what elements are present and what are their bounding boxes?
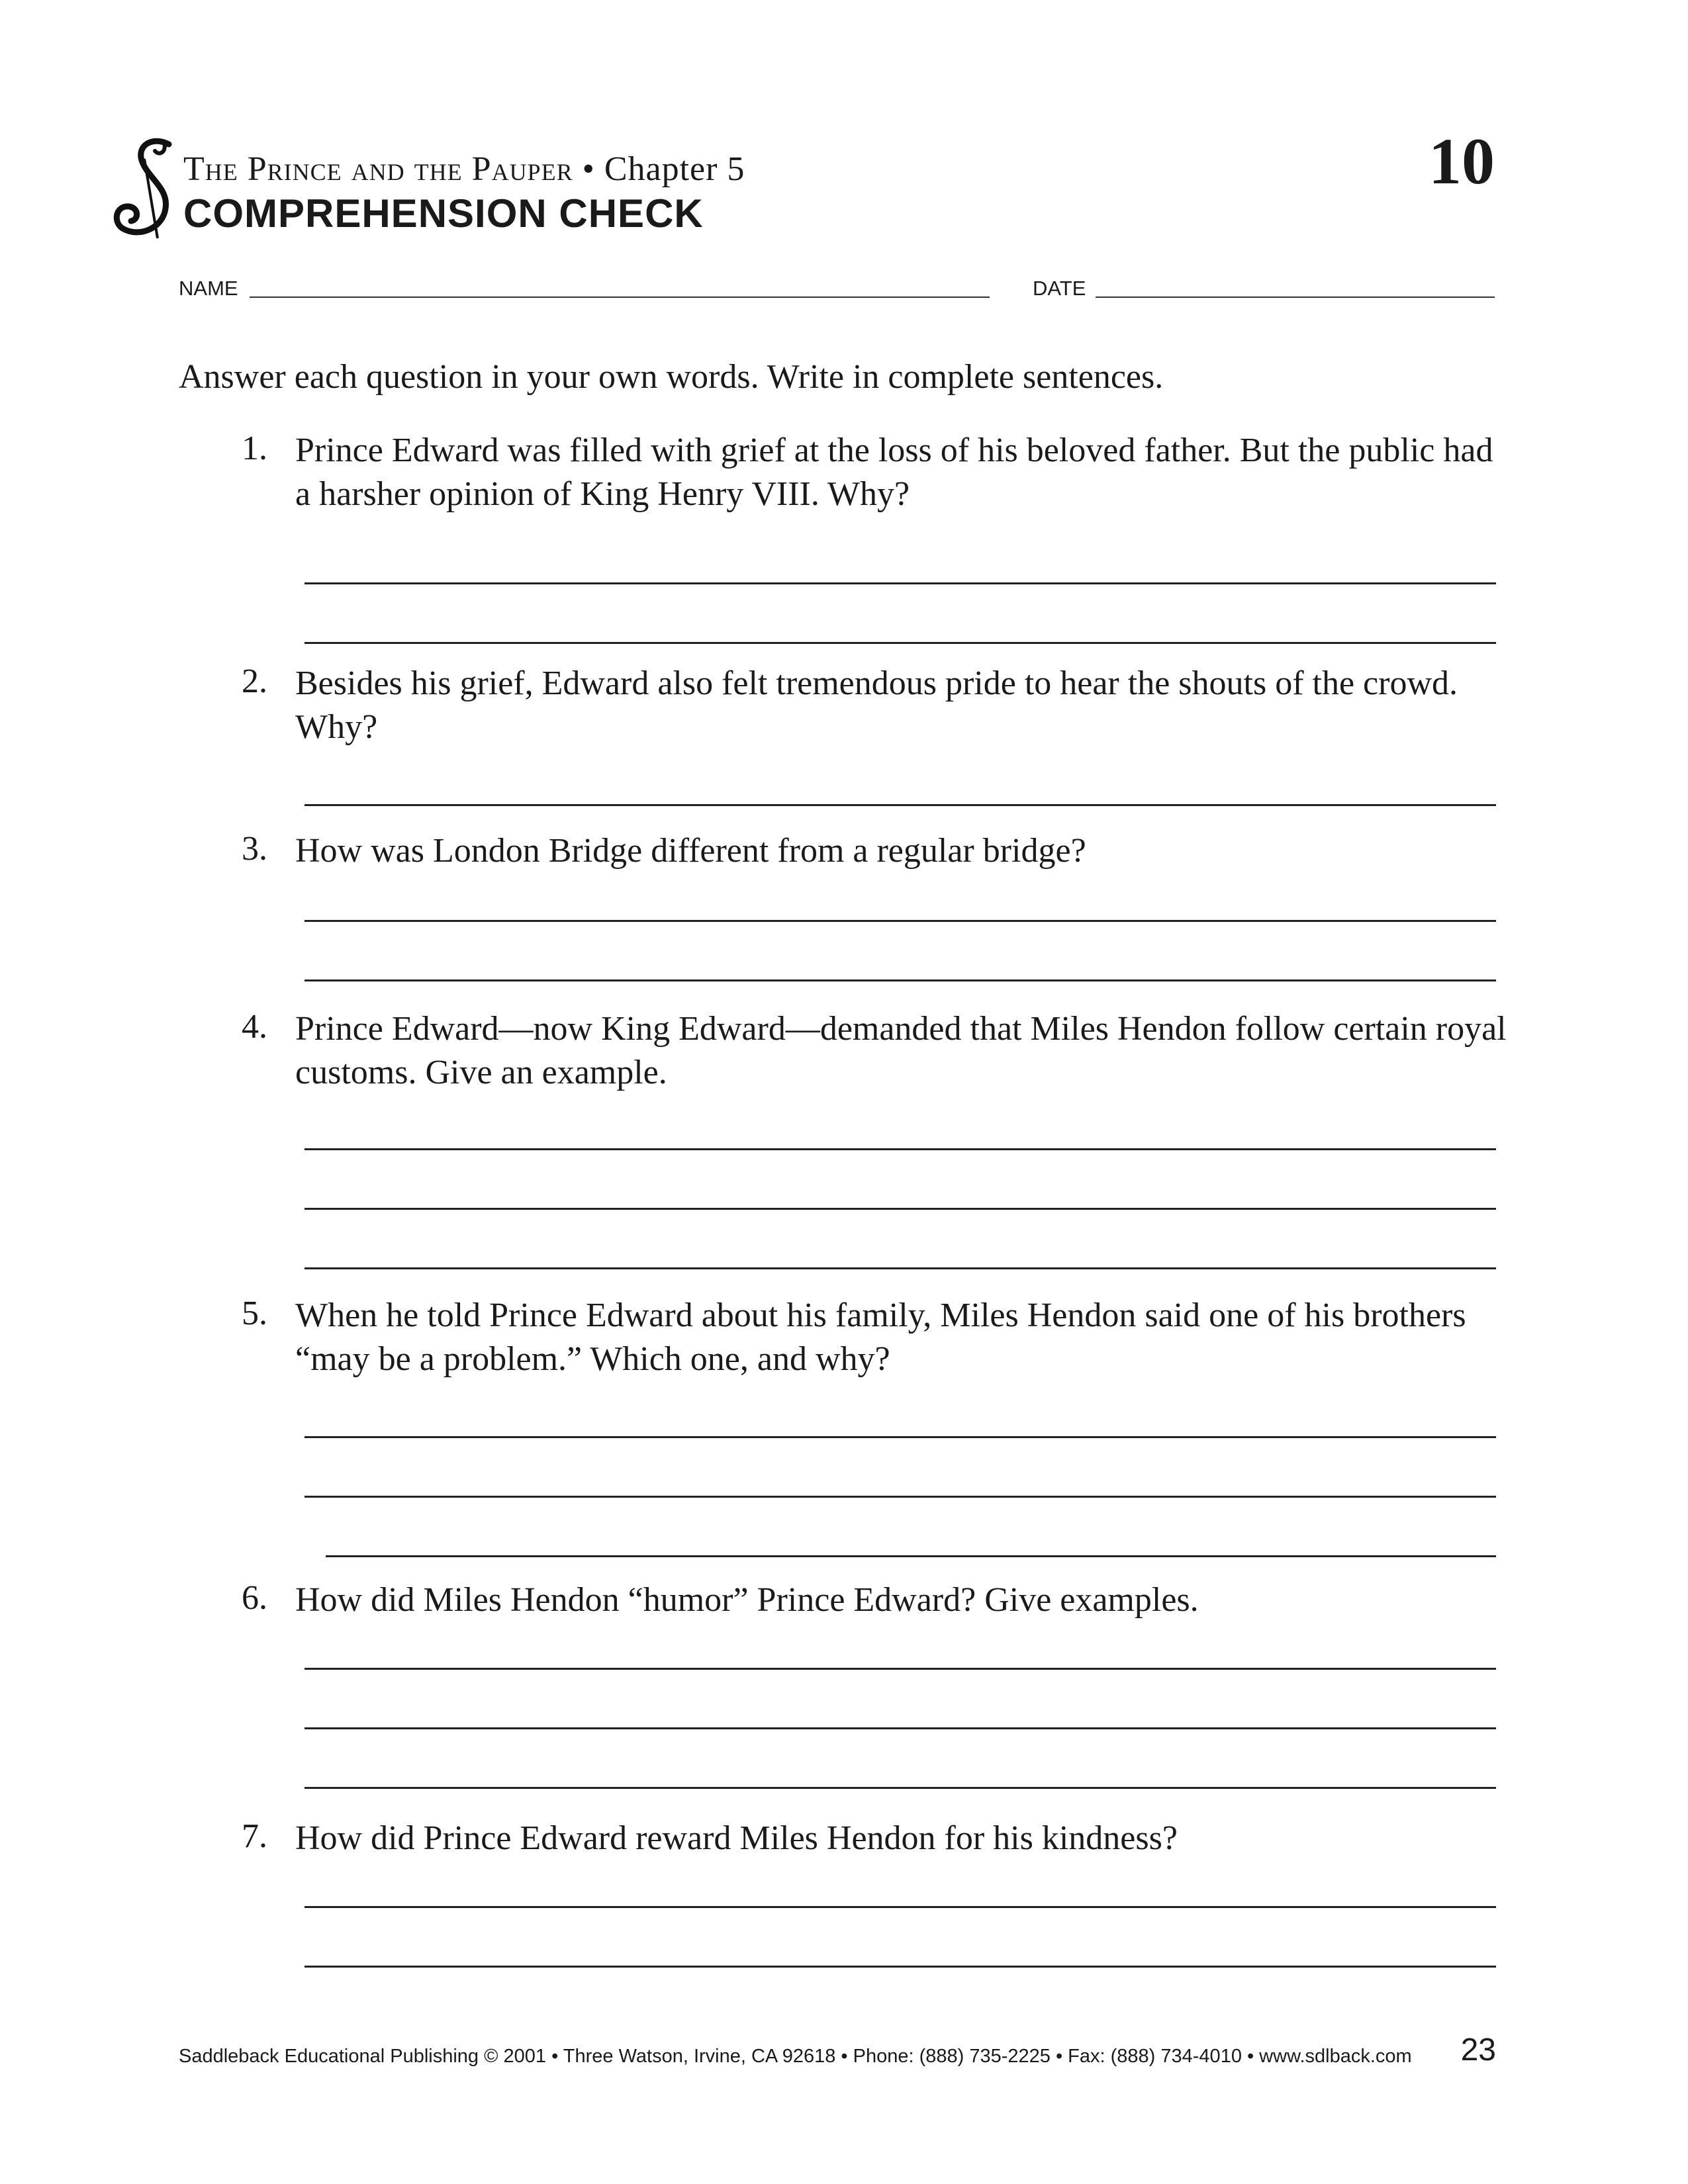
worksheet-title xyxy=(183,150,745,189)
question-text: How was London Bridge different from a regular bridge? xyxy=(295,832,1086,870)
answer-line[interactable] xyxy=(305,1148,1496,1150)
question-text: Prince Edward was filled with grief at the loss of his beloved father. But the public had a harsher opinion of King Henry VIII. Why? xyxy=(295,432,1493,513)
question-text: Prince Edward—now King Edward—demanded that Miles Hendon follow certain royal customs. Give an example. xyxy=(295,1010,1507,1091)
date-field[interactable] xyxy=(1096,296,1495,298)
page-heading: COMPREHENSION CHECK xyxy=(183,191,704,236)
question-number: 4. xyxy=(242,1008,267,1046)
instructions: Answer each question in your own words. Write in complete sentences. xyxy=(179,358,1164,396)
question-text: Besides his grief, Edward also felt tremendous pride to hear the shouts of the crowd. Why? xyxy=(295,664,1458,746)
question-number: 2. xyxy=(242,662,267,700)
answer-line[interactable] xyxy=(305,1496,1496,1498)
answer-line[interactable] xyxy=(305,1727,1496,1729)
answer-line[interactable] xyxy=(305,1668,1496,1670)
answer-line[interactable] xyxy=(305,1787,1496,1789)
question-number: 6. xyxy=(242,1579,267,1617)
answer-line[interactable] xyxy=(305,920,1496,922)
question-text: How did Prince Edward reward Miles Hendon for his kindness? xyxy=(295,1819,1178,1857)
answer-line[interactable] xyxy=(305,1208,1496,1210)
name-label: NAME xyxy=(179,277,238,300)
date-label: DATE xyxy=(1033,277,1086,300)
answer-line[interactable] xyxy=(305,1267,1496,1269)
answer-line[interactable] xyxy=(305,582,1496,584)
question-number: 5. xyxy=(242,1295,267,1332)
answer-line[interactable] xyxy=(326,1555,1496,1557)
answer-line[interactable] xyxy=(305,1966,1496,1968)
answer-line[interactable] xyxy=(305,642,1496,644)
chapter-label: Chapter 5 xyxy=(604,150,745,188)
question-text: How did Miles Hendon “humor” Prince Edward? Give examples. xyxy=(295,1581,1199,1619)
answer-line[interactable] xyxy=(305,804,1496,806)
question-text: When he told Prince Edward about his family, Miles Hendon said one of his brothers “may be a problem.” Which one, and why? xyxy=(295,1297,1466,1378)
name-field[interactable] xyxy=(250,296,990,298)
answer-line[interactable] xyxy=(305,1436,1496,1438)
question-number: 1. xyxy=(242,430,267,467)
saddleback-logo-icon xyxy=(106,132,185,245)
title-separator: • xyxy=(573,150,604,188)
answer-line[interactable] xyxy=(305,979,1496,981)
sheet-number: 10 xyxy=(1429,124,1495,198)
question-number: 3. xyxy=(242,830,267,868)
answer-line[interactable] xyxy=(305,1906,1496,1908)
page-number: 23 xyxy=(1460,2032,1496,2068)
publisher-footer: Saddleback Educational Publishing © 2001 • Three Watson, Irvine, CA 92618 • Phone: (888) 735-2225 • Fax: (888) 734-4010 • www.sdlback.com xyxy=(179,2046,1412,2067)
book-title: The Prince and the Pauper xyxy=(183,150,573,188)
question-number: 7. xyxy=(242,1817,267,1855)
